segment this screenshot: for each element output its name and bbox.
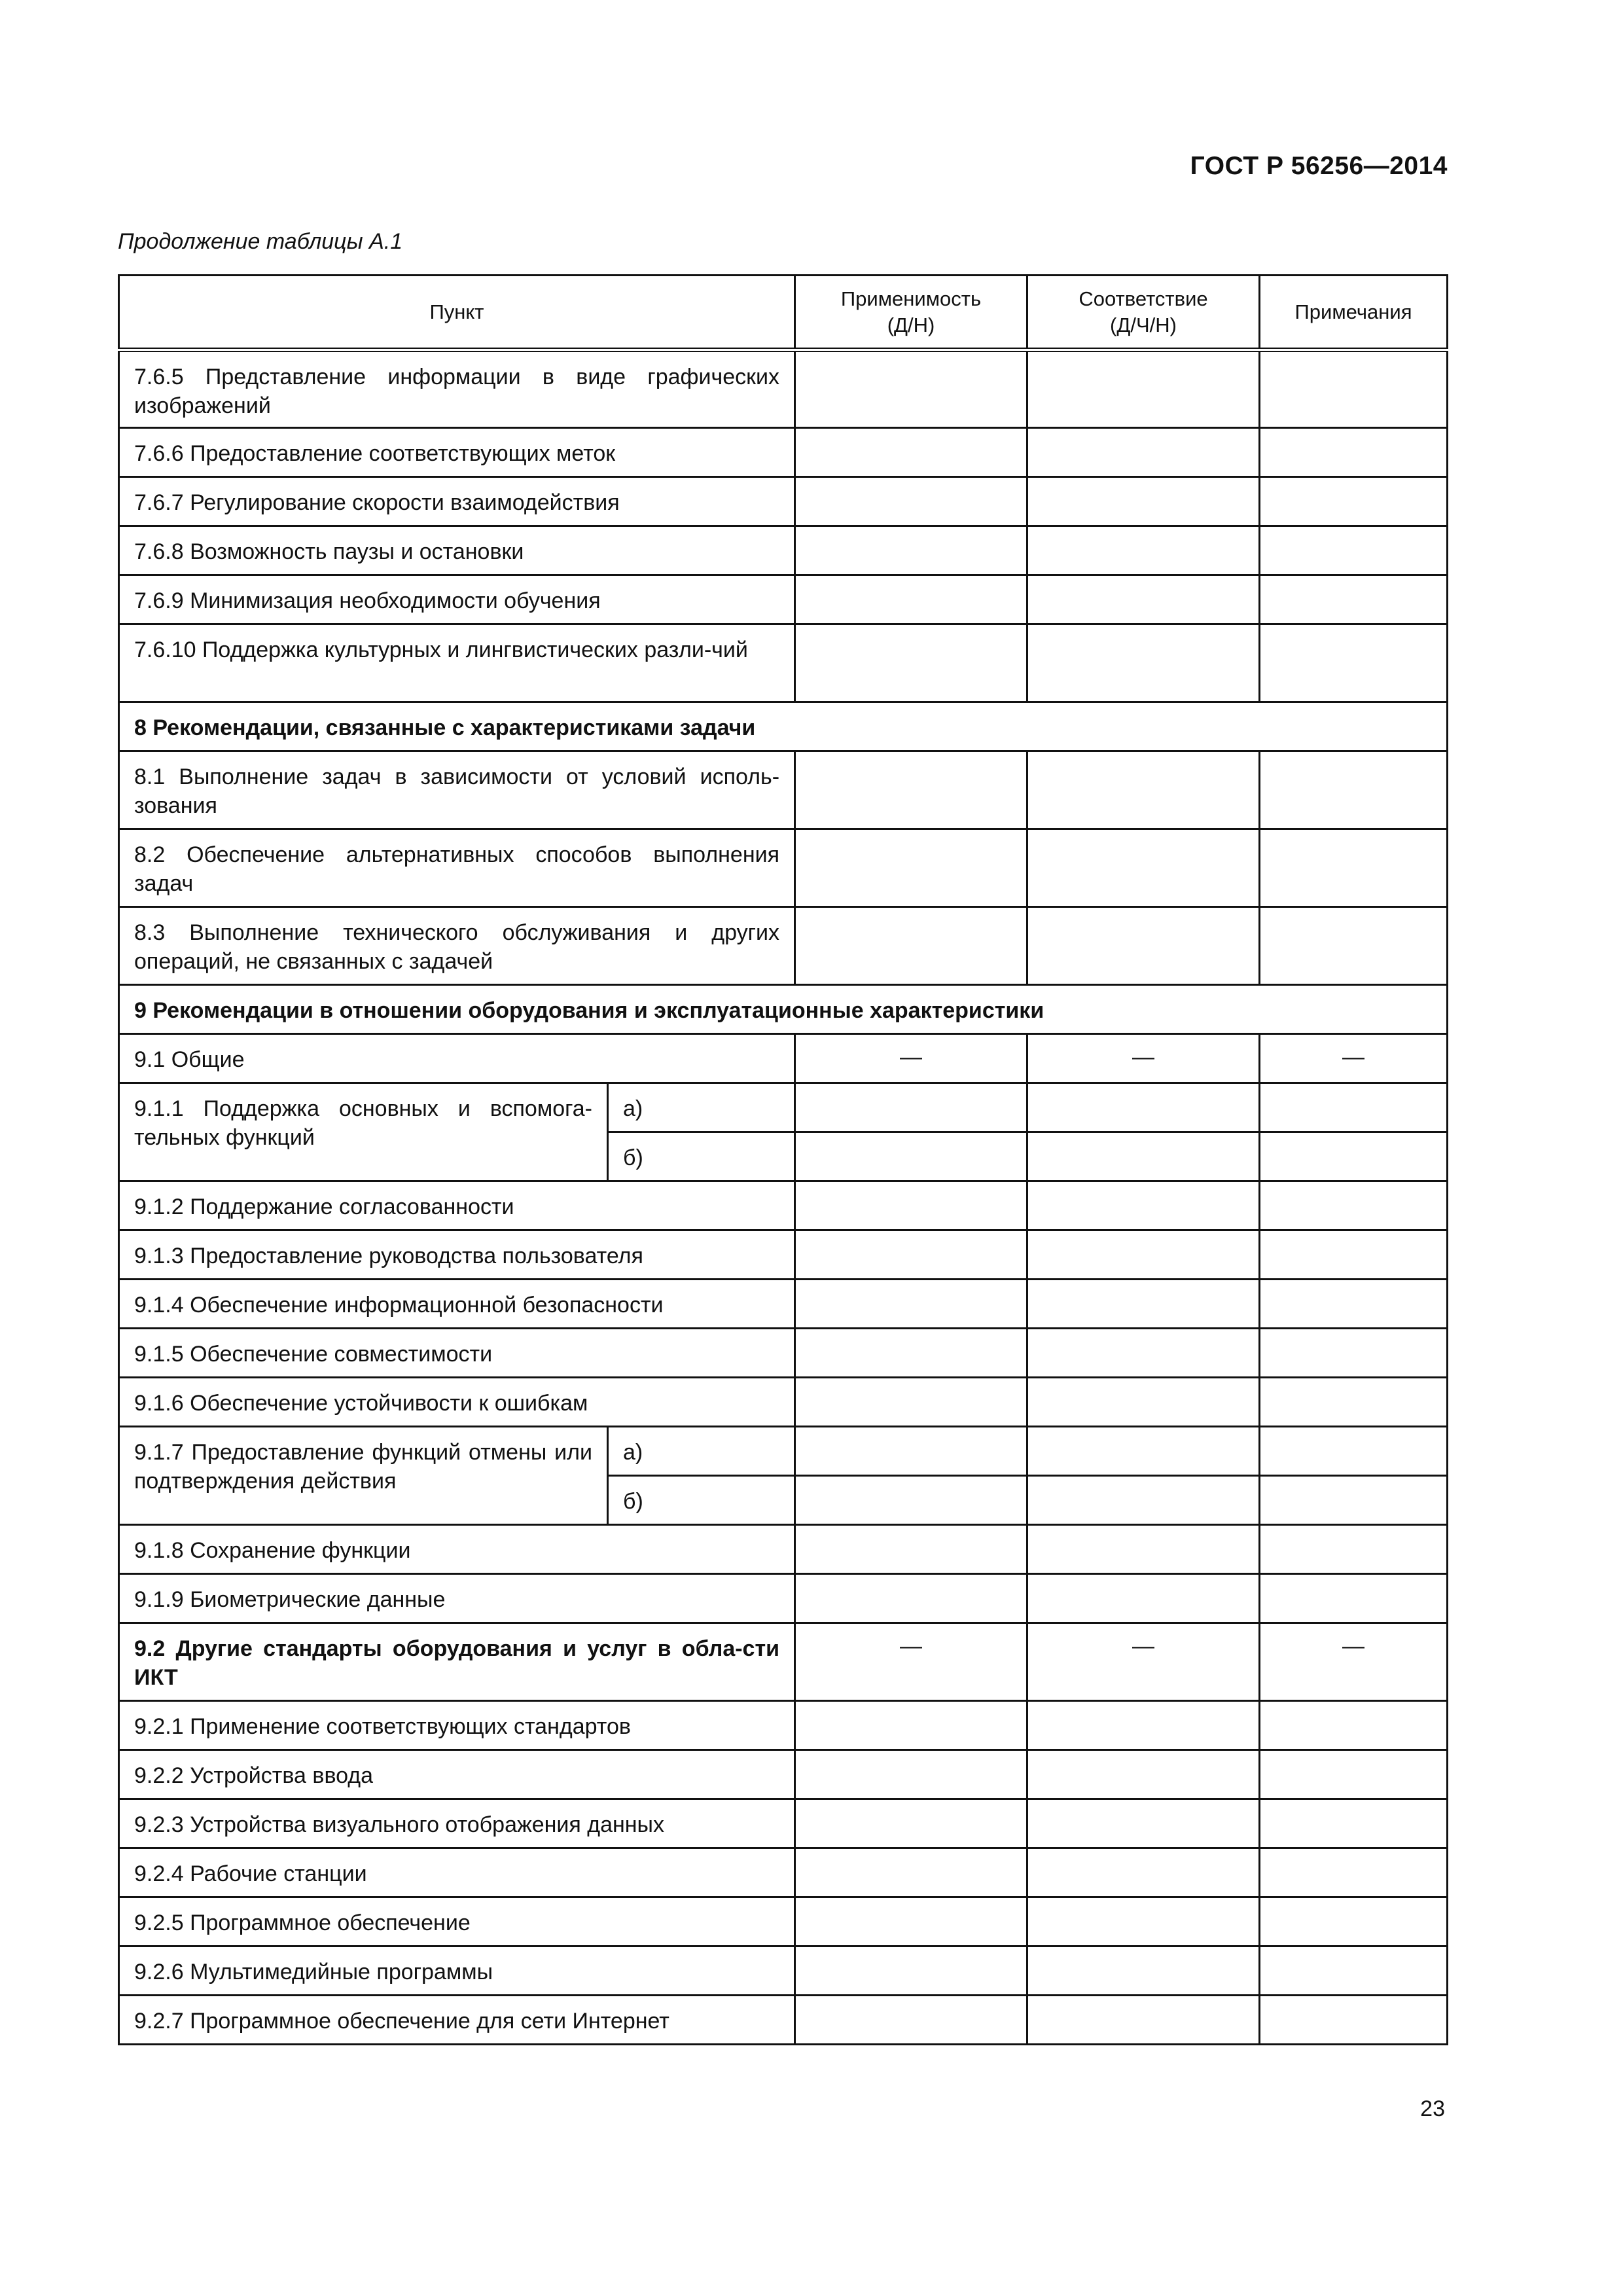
conformity-cell[interactable] <box>1027 829 1260 907</box>
item-cell: 7.6.7 Регулирование скорости взаимодействия <box>119 477 795 526</box>
conformity-cell[interactable] <box>1027 1329 1260 1378</box>
notes-cell[interactable] <box>1260 1230 1448 1280</box>
section-heading-row <box>119 985 1448 1034</box>
notes-cell[interactable] <box>1260 1132 1448 1181</box>
applicability-cell[interactable] <box>795 1132 1027 1181</box>
section-heading: 9 Рекомендации в отношении оборудования и эксплуатационные характеристики <box>119 985 1448 1034</box>
item-cell: 9.1.1 Поддержка основных и вспомога-тельных функций <box>119 1083 608 1181</box>
table-row <box>119 1378 1448 1427</box>
item-cell: 8.3 Выполнение технического обслуживания и других операций, не связанных с задачей <box>119 907 795 985</box>
item-cell: 7.6.10 Поддержка культурных и лингвистических разли-чий <box>119 624 795 702</box>
notes-cell[interactable] <box>1260 1181 1448 1230</box>
applicability-cell[interactable] <box>795 1946 1027 1996</box>
item-cell: 9.1.3 Предоставление руководства пользователя <box>119 1230 795 1280</box>
notes-cell[interactable] <box>1260 1329 1448 1378</box>
applicability-cell[interactable] <box>795 350 1027 428</box>
item-cell: 9.2.3 Устройства визуального отображения данных <box>119 1799 795 1848</box>
conformity-cell[interactable] <box>1027 526 1260 575</box>
sub-item-cell: а) <box>608 1083 795 1132</box>
notes-cell[interactable] <box>1260 624 1448 702</box>
section-heading: 8 Рекомендации, связанные с характеристиками задачи <box>119 702 1448 751</box>
item-cell: 9.2.5 Программное обеспечение <box>119 1897 795 1946</box>
table-row <box>119 1946 1448 1996</box>
column-header-conformity: Соответствие (Д/Ч/Н) <box>1027 276 1260 350</box>
table-row <box>119 428 1448 477</box>
notes-cell: — <box>1260 1034 1448 1083</box>
conformity-cell[interactable] <box>1027 1132 1260 1181</box>
table-row <box>119 1799 1448 1848</box>
sub-item-cell: б) <box>608 1132 795 1181</box>
applicability-cell[interactable] <box>795 1897 1027 1946</box>
item-cell: 9.1.5 Обеспечение совместимости <box>119 1329 795 1378</box>
conformity-cell[interactable] <box>1027 350 1260 428</box>
applicability-cell[interactable] <box>795 1427 1027 1476</box>
conformity-cell[interactable] <box>1027 907 1260 985</box>
notes-cell[interactable] <box>1260 1083 1448 1132</box>
table-row <box>119 1897 1448 1946</box>
column-header-notes: Примечания <box>1260 276 1448 350</box>
notes-cell[interactable] <box>1260 751 1448 829</box>
page-number: 23 <box>1420 2096 1445 2121</box>
table-row <box>119 1329 1448 1378</box>
item-cell: 7.6.9 Минимизация необходимости обучения <box>119 575 795 624</box>
table-row <box>119 1034 1448 1083</box>
table-row <box>119 1701 1448 1750</box>
applicability-cell[interactable] <box>795 1574 1027 1623</box>
conformity-cell[interactable] <box>1027 1181 1260 1230</box>
item-cell: 9.1 Общие <box>119 1034 795 1083</box>
table-row <box>119 1996 1448 2045</box>
applicability-cell[interactable] <box>795 1996 1027 2045</box>
item-cell: 9.2.4 Рабочие станции <box>119 1848 795 1897</box>
applicability-cell: — <box>795 1034 1027 1083</box>
conformity-cell[interactable] <box>1027 1083 1260 1132</box>
sub-item-cell: б) <box>608 1476 795 1525</box>
applicability-cell[interactable] <box>795 1799 1027 1848</box>
table-row <box>119 1427 1448 1476</box>
conformity-cell[interactable] <box>1027 624 1260 702</box>
item-cell: 8.2 Обеспечение альтернативных способов выполнения задач <box>119 829 795 907</box>
table-row <box>119 1525 1448 1574</box>
applicability-cell[interactable] <box>795 526 1027 575</box>
conformity-cell[interactable] <box>1027 1996 1260 2045</box>
conformity-cell[interactable] <box>1027 1897 1260 1946</box>
checklist-table <box>118 274 1448 2045</box>
table-row <box>119 1848 1448 1897</box>
applicability-cell[interactable] <box>795 477 1027 526</box>
item-cell: 9.2.1 Применение соответствующих стандартов <box>119 1701 795 1750</box>
applicability-cell[interactable] <box>795 1230 1027 1280</box>
table-row <box>119 1623 1448 1701</box>
table-row <box>119 575 1448 624</box>
table-row <box>119 829 1448 907</box>
item-cell: 9.2.2 Устройства ввода <box>119 1750 795 1799</box>
table-row <box>119 624 1448 702</box>
item-cell: 9.2.7 Программное обеспечение для сети Интернет <box>119 1996 795 2045</box>
conformity-cell[interactable] <box>1027 1799 1260 1848</box>
conformity-cell[interactable] <box>1027 1525 1260 1574</box>
notes-cell[interactable] <box>1260 1897 1448 1946</box>
applicability-cell[interactable] <box>795 1181 1027 1230</box>
applicability-cell[interactable] <box>795 829 1027 907</box>
notes-cell[interactable] <box>1260 1476 1448 1525</box>
conformity-cell[interactable] <box>1027 1280 1260 1329</box>
table-row <box>119 751 1448 829</box>
notes-cell[interactable] <box>1260 1750 1448 1799</box>
table-row <box>119 1083 1448 1132</box>
column-header-item: Пункт <box>119 276 795 350</box>
applicability-cell[interactable] <box>795 907 1027 985</box>
conformity-cell[interactable] <box>1027 1701 1260 1750</box>
applicability-cell[interactable] <box>795 1701 1027 1750</box>
notes-cell: — <box>1260 1623 1448 1701</box>
conformity-cell[interactable] <box>1027 751 1260 829</box>
notes-cell[interactable] <box>1260 829 1448 907</box>
conformity-cell: — <box>1027 1623 1260 1701</box>
item-cell: 8.1 Выполнение задач в зависимости от условий исполь-зования <box>119 751 795 829</box>
notes-cell[interactable] <box>1260 1427 1448 1476</box>
section-heading-row <box>119 702 1448 751</box>
item-cell: 9.1.9 Биометрические данные <box>119 1574 795 1623</box>
sub-item-cell: а) <box>608 1427 795 1476</box>
table-header-row <box>119 276 1448 350</box>
table-row <box>119 1574 1448 1623</box>
item-cell: 9.1.2 Поддержание согласованности <box>119 1181 795 1230</box>
notes-cell[interactable] <box>1260 477 1448 526</box>
table-row <box>119 1181 1448 1230</box>
conformity-cell[interactable] <box>1027 1378 1260 1427</box>
conformity-cell[interactable] <box>1027 477 1260 526</box>
table-caption: Продолжение таблицы А.1 <box>118 229 403 254</box>
conformity-cell[interactable] <box>1027 1848 1260 1897</box>
applicability-cell[interactable] <box>795 1083 1027 1132</box>
conformity-cell[interactable] <box>1027 428 1260 477</box>
conformity-cell[interactable] <box>1027 575 1260 624</box>
table-row <box>119 1280 1448 1329</box>
applicability-cell[interactable] <box>795 751 1027 829</box>
item-cell: 9.1.7 Предоставление функций отмены или подтверждения действия <box>119 1427 608 1525</box>
applicability-cell[interactable] <box>795 428 1027 477</box>
item-cell: 9.1.6 Обеспечение устойчивости к ошибкам <box>119 1378 795 1427</box>
conformity-cell[interactable] <box>1027 1750 1260 1799</box>
notes-cell[interactable] <box>1260 1378 1448 1427</box>
table-row <box>119 1230 1448 1280</box>
notes-cell[interactable] <box>1260 1848 1448 1897</box>
applicability-cell[interactable] <box>795 1476 1027 1525</box>
notes-cell[interactable] <box>1260 1525 1448 1574</box>
notes-cell[interactable] <box>1260 1701 1448 1750</box>
conformity-cell[interactable] <box>1027 1574 1260 1623</box>
column-header-applicability: Применимость (Д/Н) <box>795 276 1027 350</box>
item-cell: 7.6.6 Предоставление соответствующих меток <box>119 428 795 477</box>
notes-cell[interactable] <box>1260 575 1448 624</box>
table-row <box>119 477 1448 526</box>
item-cell: 7.6.5 Представление информации в виде графических изображений <box>119 350 795 428</box>
applicability-cell[interactable] <box>795 575 1027 624</box>
standard-code: ГОСТ Р 56256—2014 <box>1190 152 1448 180</box>
applicability-cell[interactable] <box>795 1378 1027 1427</box>
table-row <box>119 526 1448 575</box>
conformity-cell[interactable] <box>1027 1946 1260 1996</box>
item-cell: 9.2 Другие стандарты оборудования и услуг в обла-сти ИКТ <box>119 1623 795 1701</box>
notes-cell[interactable] <box>1260 1996 1448 2045</box>
item-cell: 7.6.8 Возможность паузы и остановки <box>119 526 795 575</box>
conformity-cell: — <box>1027 1034 1260 1083</box>
applicability-cell[interactable] <box>795 1329 1027 1378</box>
notes-cell[interactable] <box>1260 1799 1448 1848</box>
applicability-cell[interactable] <box>795 1280 1027 1329</box>
table-row <box>119 350 1448 428</box>
notes-cell[interactable] <box>1260 526 1448 575</box>
item-cell: 9.1.4 Обеспечение информационной безопасности <box>119 1280 795 1329</box>
notes-cell[interactable] <box>1260 1280 1448 1329</box>
item-cell: 9.2.6 Мультимедийные программы <box>119 1946 795 1996</box>
item-cell: 9.1.8 Сохранение функции <box>119 1525 795 1574</box>
conformity-cell[interactable] <box>1027 1427 1260 1476</box>
conformity-cell[interactable] <box>1027 1230 1260 1280</box>
applicability-cell[interactable] <box>795 624 1027 702</box>
applicability-cell[interactable] <box>795 1525 1027 1574</box>
conformity-cell[interactable] <box>1027 1476 1260 1525</box>
notes-cell[interactable] <box>1260 1946 1448 1996</box>
table-row <box>119 1750 1448 1799</box>
table-row <box>119 907 1448 985</box>
notes-cell[interactable] <box>1260 907 1448 985</box>
notes-cell[interactable] <box>1260 1574 1448 1623</box>
applicability-cell: — <box>795 1623 1027 1701</box>
notes-cell[interactable] <box>1260 428 1448 477</box>
notes-cell[interactable] <box>1260 350 1448 428</box>
applicability-cell[interactable] <box>795 1848 1027 1897</box>
applicability-cell[interactable] <box>795 1750 1027 1799</box>
